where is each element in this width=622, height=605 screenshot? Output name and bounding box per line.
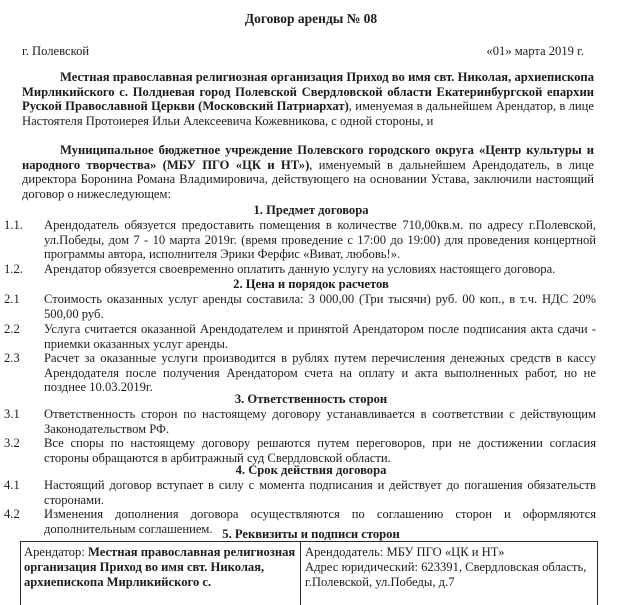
- tenant-name: Муниципальное бюджетное учреждение Полевского городского округа «Центр культуры и народного творчества» (МБУ ПГО «ЦК и НТ»): [22, 143, 594, 172]
- landlord-address: Адрес юридический: 623391, Свердловская область, г.Полевской, ул.Победы, д.7: [305, 560, 587, 589]
- clause-number: 4.1: [4, 478, 20, 492]
- clause-text: Арендодатель обязуется предоставить помещения в количестве 710,00кв.м. по адресу г.Полевской, ул.Победы, дом 7 - 10 марта 2019г. (время проведение с 17:00 до 19:00) для проведения концертной программы автора, исполнителя Эрики Ферфис «Виват, любовь!».: [44, 218, 596, 262]
- clause-number: 4.2: [4, 507, 20, 521]
- clause-text: Изменения дополнения договора осуществляются по соглашению сторон и оформляются дополнительным соглашением.: [44, 507, 596, 536]
- landlord-name: Местная православная религиозная организация Приход во имя свт. Николая, архиепископа Мирликийского с. Полдневая город Полевской Свердловской области Екатеринбургской епархии Руской Православной Церкви (Московский Патриархат): [22, 70, 594, 114]
- clause-number: 2.2: [4, 322, 20, 336]
- contract-date: «01» марта 2019 г.: [486, 44, 584, 58]
- clause-3-1: [4, 407, 596, 436]
- contract-city: г. Полевской: [22, 44, 90, 58]
- clause-text: Все споры по настоящему договору решаются путем переговоров, при не достижении согласия стороны обращаются в арбитражный суд Свердловской области.: [44, 436, 596, 465]
- tenant-label: Арендатор:: [24, 545, 88, 559]
- landlord-details: , именуемая в дальнейшем Арендатор, в лице Настоятеля Протоиерея Ильи Алексеевича Кожевникова, с одной стороны, и: [22, 99, 595, 128]
- clause-number: 1.2.: [4, 262, 23, 276]
- clause-2-2: [4, 322, 596, 351]
- clause-text: Услуга считается оказанной Арендодателем и принятой Арендатором после подписания акта сдачи - приемки оказанных услуг аренды.: [44, 322, 596, 351]
- tenant-signature-cell: [24, 545, 296, 590]
- clause-text: Арендатор обязуется своевременно оплатить данную услугу на условиях настоящего договора.: [44, 262, 556, 276]
- clause-1-2: [4, 262, 596, 277]
- clause-number: 2.3: [4, 351, 20, 365]
- clause-text: Расчет за оказанные услуги производится в рублях путем перечисления денежных средств в кассу Арендодателя после получения Арендатором счета на оплату и акта выполненных работ, но не позднее 10.03.2019г.: [44, 351, 596, 395]
- landlord-paragraph: [22, 70, 594, 128]
- table-divider: [300, 542, 301, 605]
- document-title: Договор аренды № 08: [244, 11, 378, 26]
- clause-3-2: [4, 436, 596, 465]
- clause-4-1: [4, 478, 596, 507]
- signatures-table: [20, 541, 598, 605]
- clause-2-1: [4, 292, 596, 321]
- clause-1-1: [4, 218, 596, 262]
- clause-text: Стоимость оказанных услуг аренды составила: 3 000,00 (Три тысячи) руб. 00 коп., в т.ч. НДС 20% 500,00 руб.: [44, 292, 596, 321]
- clause-text: Ответственность сторон по настоящему договору устанавливается в соответствии с действующим Законодательством РФ.: [44, 407, 596, 436]
- clause-number: 3.1: [4, 407, 20, 421]
- tenant-paragraph: [22, 143, 594, 201]
- section-heading-requisites: 5. Реквизиты и подписи сторон: [222, 527, 400, 541]
- section-heading-subject: 1. Предмет договора: [253, 203, 369, 217]
- clause-number: 1.1.: [4, 218, 23, 232]
- section-heading-term: 4. Срок действия договора: [235, 463, 387, 477]
- tenant-org-name: Местная православная религиозная организация Приход во имя свт. Николая, архиепископа Мирликийского с.: [24, 545, 296, 589]
- section-heading-liability: 3. Ответственность сторон: [234, 392, 388, 406]
- landlord-signature-cell: [305, 545, 595, 590]
- clause-number: 2.1: [4, 292, 20, 306]
- tenant-details: , именуемый в дальнейшем Арендодатель, в лице директора Боронина Романа Владимировича, действующего на основании Устава, заключили настоящий договор о нижеследующем:: [22, 157, 594, 201]
- clause-text: Настоящий договор вступает в силу с момента подписания и действует до погашения обязательств сторонами.: [44, 478, 596, 507]
- section-heading-price: 2. Цена и порядок расчетов: [233, 277, 389, 291]
- landlord-org-line: Арендодатель: МБУ ПГО «ЦК и НТ»: [305, 545, 505, 559]
- clause-2-3: [4, 351, 596, 395]
- clause-number: 3.2: [4, 436, 20, 450]
